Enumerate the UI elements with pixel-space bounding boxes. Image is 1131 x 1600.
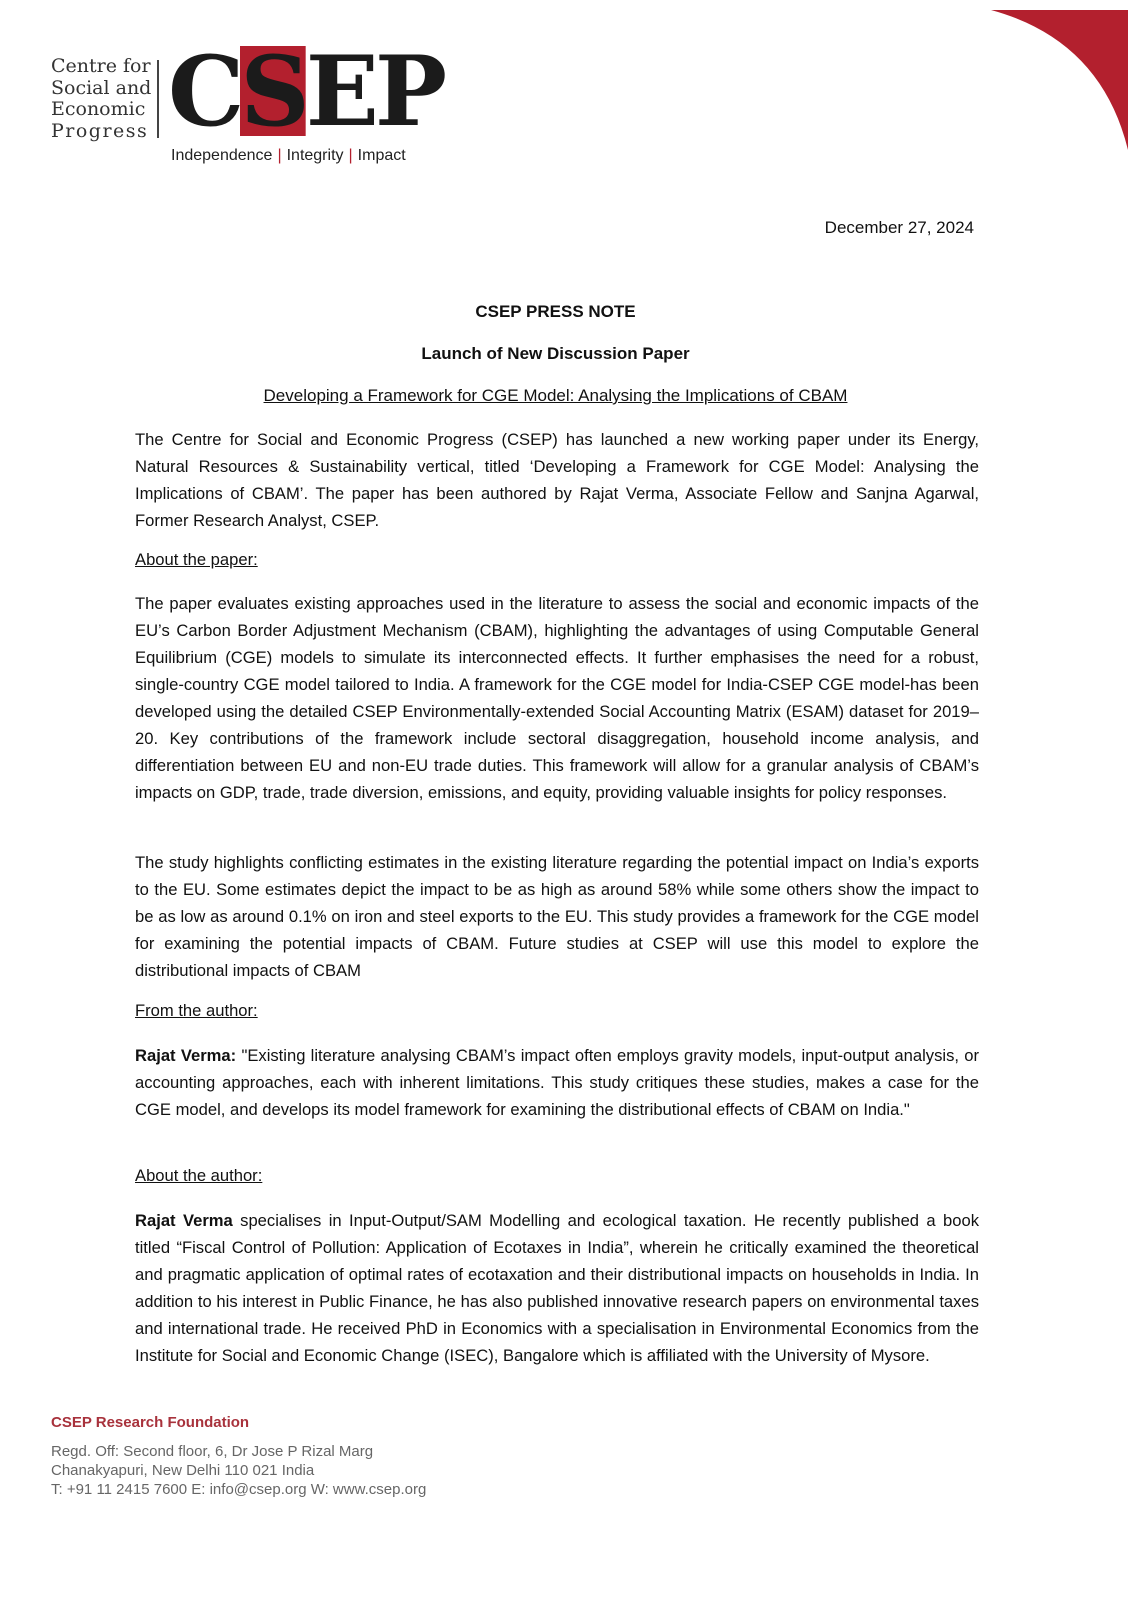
- footer-org: CSEP Research Foundation: [51, 1414, 250, 1431]
- footer-address: [51, 1442, 426, 1499]
- bio-text: specialises in Input-Output/SAM Modelling and ecological taxation. He recently published a book titled “Fiscal Control of Pollution: Application of Ecotaxes in India”, wherein he critically examined the theoretical and pragmatic application of optimal rates of ecotaxation and their distributional impacts on households in India. In addition to his interest in Public Finance, he has also published innovative research papers on environmental taxes and international trade. He received PhD in Economics with a specialisation in Environmental Economics from the Institute for Social and Economic Change (ISEC), Bangalore which is affiliated with the University of Mysore.: [135, 1211, 979, 1365]
- paper-title: Developing a Framework for CGE Model: Analysing the Implications of CBAM: [263, 386, 848, 405]
- tagline-word: Integrity: [286, 147, 344, 164]
- intro-text: The Centre for Social and Economic Progress (CSEP) has launched a new working paper under its Energy, Natural Resources & Sustainability vertical, titled ‘Developing a Framework for CGE Model: Analysing the Implications of CBAM’. The paper has been authored by Rajat Verma, Associate Fellow and Sanjna Agarwal, Former Research Analyst, CSEP.: [135, 430, 979, 530]
- about-paper-heading: About the paper:: [135, 550, 258, 569]
- logo-line: Centre for: [51, 55, 151, 77]
- press-note-label: CSEP PRESS NOTE: [475, 302, 636, 321]
- author-bio: [135, 1207, 979, 1369]
- footer-line: Regd. Off: Second floor, 6, Dr Jose P Rizal Marg: [51, 1443, 374, 1460]
- date: December 27, 2024: [824, 218, 974, 237]
- bio-name: Rajat Verma: [135, 1211, 233, 1230]
- paragraph-text: The study highlights conflicting estimates in the existing literature regarding the potential impact on India’s exports to the EU. Some estimates depict the impact to be as high as around 58% while some others show the impact to be as low as around 0.1% on iron and steel exports to the EU. This study provides a framework for the CGE model for examining the potential impacts of CBAM. Future studies at CSEP will use this model to explore the distributional impacts of CBAM: [135, 853, 979, 980]
- corner-decoration: [991, 0, 1131, 155]
- logo-divider: [157, 60, 159, 138]
- quote-text: "Existing literature analysing CBAM’s impact often employs gravity models, input-output analysis, or accounting approaches, each with inherent limitations. This study critiques these studies, makes a case for the CGE model, and develops its model framework for examining the distributional effects of CBAM on India.": [135, 1046, 979, 1119]
- about-paper-paragraph-1: [135, 590, 979, 806]
- about-paper-paragraph-2: [135, 849, 979, 984]
- author-quote: [135, 1042, 979, 1123]
- logo-line: Social and: [51, 76, 152, 99]
- logo-org-name: [51, 56, 151, 142]
- logo-wordmark: CSEP: [168, 35, 444, 148]
- tagline-word: Independence: [171, 147, 273, 164]
- quote-author: Rajat Verma:: [135, 1046, 237, 1065]
- logo-line: Economic: [51, 98, 146, 120]
- tagline-word: Impact: [357, 147, 406, 164]
- logo-line: Progress: [51, 119, 149, 142]
- paragraph-text: The paper evaluates existing approaches used in the literature to assess the social and economic impacts of the EU’s Carbon Border Adjustment Mechanism (CBAM), highlighting the advantages of using Computable General Equilibrium (CGE) models to simulate its interconnected effects. It further emphasises the need for a robust, single-country CGE model tailored to India. A framework for the CGE model for India-CSEP CGE model-has been developed using the detailed CSEP Environmentally-extended Social Accounting Matrix (ESAM) dataset for 2019–20. Key contributions of the framework include sectoral disaggregation, household income analysis, and differentiation between EU and non-EU trade duties. This framework will allow for a granular analysis of CBAM’s impacts on GDP, trade, trade diversion, emissions, and equity, providing valuable insights for policy responses.: [135, 594, 979, 802]
- about-author-heading: About the author:: [135, 1166, 263, 1185]
- footer-line: Chanakyapuri, New Delhi 110 021 India: [51, 1462, 315, 1479]
- subtitle: Launch of New Discussion Paper: [421, 344, 690, 363]
- footer-contact: T: +91 11 2415 7600 E: info@csep.org W: www.csep.org: [51, 1481, 427, 1498]
- logo-tagline: Independence | Integrity | Impact: [171, 147, 406, 164]
- intro-paragraph: [135, 426, 979, 534]
- from-author-heading: From the author:: [135, 1001, 258, 1020]
